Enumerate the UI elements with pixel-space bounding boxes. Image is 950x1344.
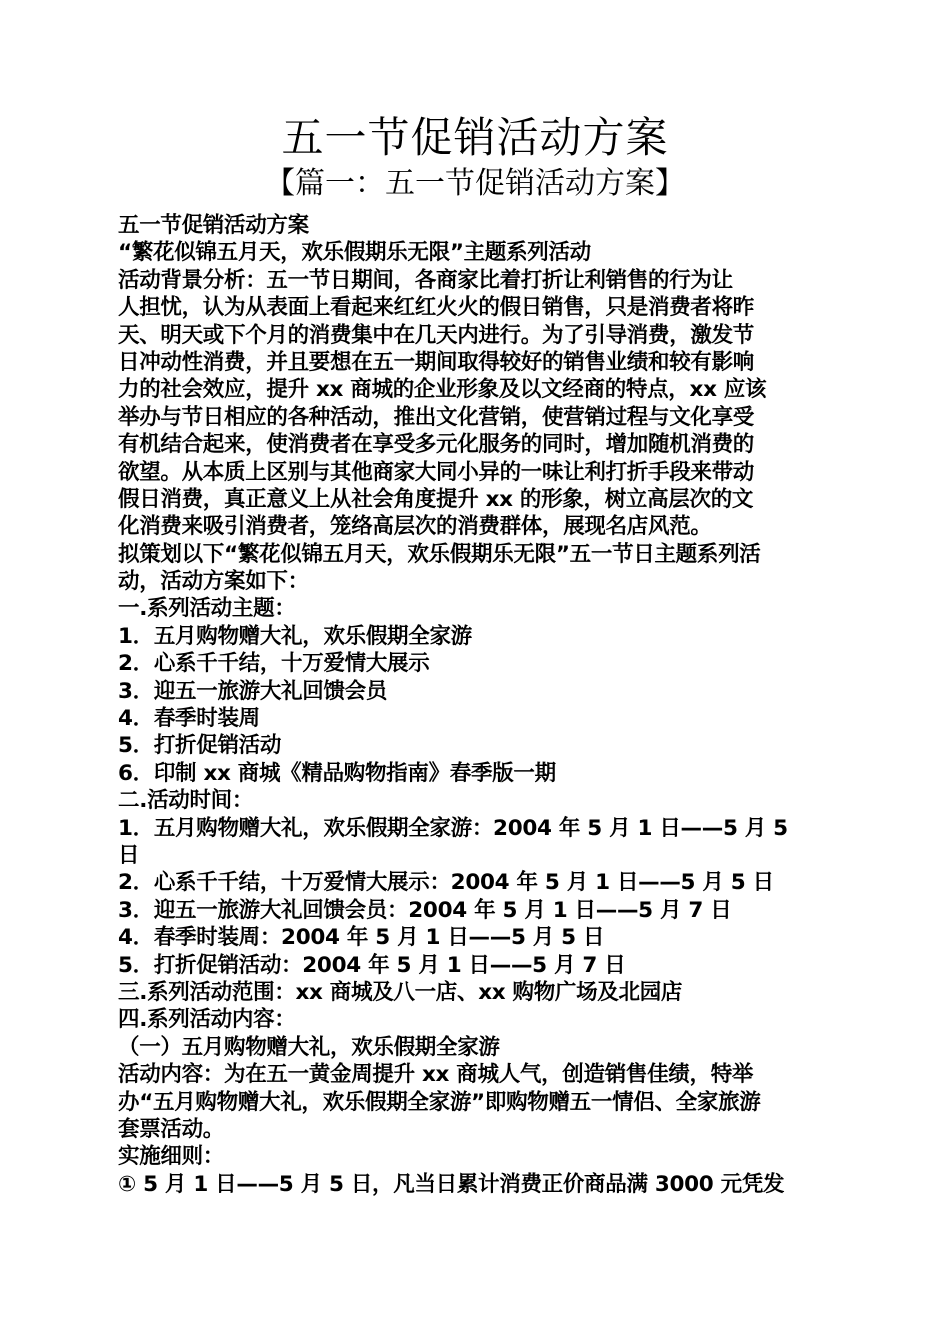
paragraph-line: 力的社会效应，提升 xx 商城的企业形象及以文经商的特点，xx 应该 (118, 377, 767, 403)
activity-theme-line: “繁花似锦五月天，欢乐假期乐无限”主题系列活动 (118, 240, 591, 266)
list-heading: 二.活动时间： (118, 788, 254, 814)
list-item: 2．心系千千结，十万爱情大展示：2004 年 5 月 1 日——5 月 5 日 (118, 870, 774, 896)
list-item: 4．春季时装周：2004 年 5 月 1 日——5 月 5 日 (118, 925, 605, 951)
paragraph-line: 假日消费，真正意义上从社会角度提升 xx 的形象，树立高层次的文 (118, 486, 754, 512)
list-item: 1．五月购物赠大礼，欢乐假期全家游：2004 年 5 月 1 日——5 月 5 (118, 815, 788, 841)
list-item: 2．心系千千结，十万爱情大展示 (118, 651, 430, 677)
paragraph-line: 活动内容：为在五一黄金周提升 xx 商城人气，创造销售佳绩，特举 (118, 1062, 754, 1088)
paragraph-line: 有机结合起来，使消费者在享受多元化服务的同时，增加随机消费的 (118, 432, 755, 458)
list-item: 6．印制 xx 商城《精品购物指南》春季版一期 (118, 760, 556, 786)
paragraph-line: 日冲动性消费，并且要想在五一期间取得较好的销售业绩和较有影响 (118, 349, 755, 375)
list-item: 1．五月购物赠大礼，欢乐假期全家游 (118, 623, 472, 649)
paragraph-line: 动，活动方案如下： (118, 569, 309, 595)
list-item: 5．打折促销活动 (118, 733, 282, 759)
subsection-heading: （一）五月购物赠大礼，欢乐假期全家游 (118, 1034, 500, 1060)
paragraph-line: 套票活动。 (118, 1116, 225, 1142)
paragraph-line: 天、明天或下个月的消费集中在几天内进行。为了引导消费，激发节 (118, 322, 755, 348)
document-title: 五一节促销活动方案 (281, 113, 669, 162)
document-subtitle: 【篇一：五一节促销活动方案】 (265, 166, 685, 201)
paragraph-line: 活动背景分析：五一节日期间，各商家比着打折让利销售的行为让 (118, 267, 733, 293)
list-item: 3．迎五一旅游大礼回馈会员 (118, 678, 388, 704)
document-body (118, 212, 838, 1198)
paragraph-line: 化消费来吸引消费者，笼络高层次的消费群体，展现名店风范。 (118, 514, 712, 540)
paragraph-line: 拟策划以下“繁花似锦五月天，欢乐假期乐无限”五一节日主题系列活 (118, 541, 761, 567)
list-heading: 四.系列活动内容： (118, 1007, 296, 1033)
list-heading: 实施细则： (118, 1144, 225, 1170)
paragraph-line: 举办与节日相应的各种活动，推出文化营销，使营销过程与文化享受 (118, 404, 755, 430)
list-item-continuation: 日 (118, 842, 140, 868)
list-item: 3．迎五一旅游大礼回馈会员：2004 年 5 月 1 日——5 月 7 日 (118, 897, 732, 923)
paragraph-line: 人担忧，认为从表面上看起来红红火火的假日销售，只是消费者将昨 (118, 295, 755, 321)
paragraph-line: 办“五月购物赠大礼，欢乐假期全家游”即购物赠五一情侣、全家旅游 (118, 1089, 761, 1115)
section-heading: 五一节促销活动方案 (118, 213, 309, 238)
paragraph-line: 欲望。从本质上区别与其他商家大同小异的一味让利打折手段来带动 (118, 459, 755, 485)
list-heading: 三.系列活动范围：xx 商城及八一店、xx 购物广场及北园店 (118, 979, 683, 1005)
list-item: ① 5 月 1 日——5 月 5 日，凡当日累计消费正价商品满 3000 元凭发 (118, 1171, 785, 1197)
list-item: 4．春季时装周 (118, 706, 260, 732)
list-heading: 一.系列活动主题： (118, 596, 296, 622)
list-item: 5．打折促销活动：2004 年 5 月 1 日——5 月 7 日 (118, 952, 626, 978)
